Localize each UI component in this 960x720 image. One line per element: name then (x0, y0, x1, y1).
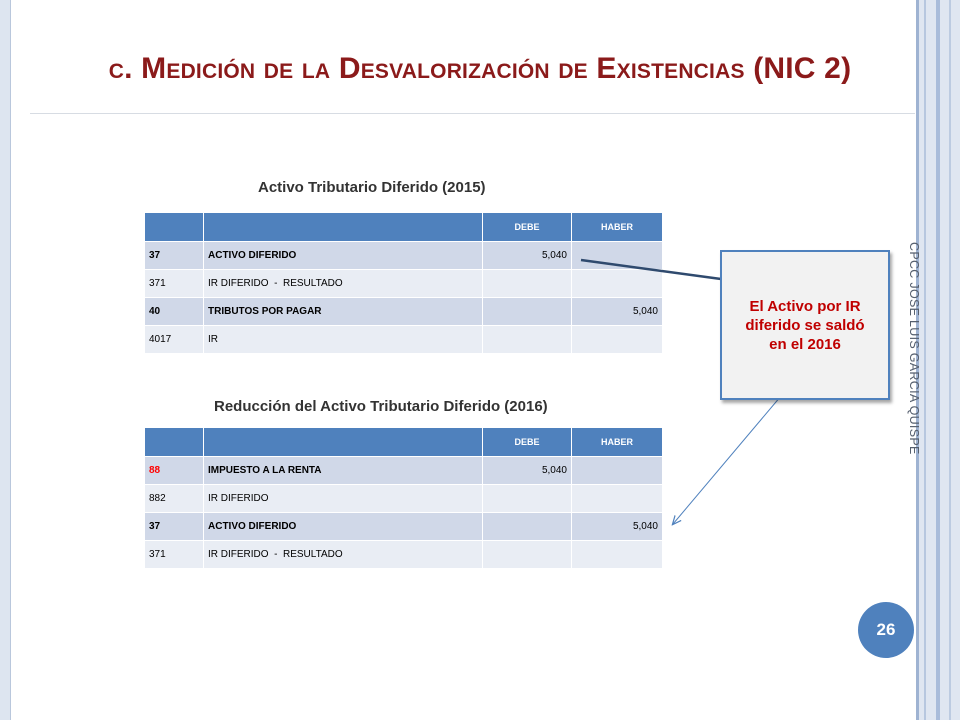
slide-title: c. Medición de la Desvalorización de Existencias (NIC 2) (108, 52, 852, 85)
account-name: IR DIFERIDO - RESULTADO (204, 270, 483, 298)
account-name: IR (204, 326, 483, 354)
callout-text: El Activo por IR diferido se saldó en el 2016 (745, 297, 865, 353)
account-name: ACTIVO DIFERIDO (204, 513, 483, 541)
debe-value: 5,040 (483, 457, 572, 485)
header-haber: HABER (572, 428, 663, 457)
callout-pointer-line (581, 260, 721, 279)
haber-value: 5,040 (572, 513, 663, 541)
account-code: 371 (145, 541, 204, 569)
header-haber: HABER (572, 213, 663, 242)
account-code: 37 (145, 513, 204, 541)
account-code: 882 (145, 485, 204, 513)
haber-value: 5,040 (572, 298, 663, 326)
account-name: IR DIFERIDO - RESULTADO (204, 541, 483, 569)
header-debe: DEBE (483, 213, 572, 242)
table-2016-caption: Reducción del Activo Tributario Diferido (2016) (214, 398, 548, 415)
account-name: IR DIFERIDO (204, 485, 483, 513)
table-2015-caption: Activo Tributario Diferido (2015) (258, 179, 486, 196)
account-code: 371 (145, 270, 204, 298)
author-name: CPCC JOSE LUIS GARCIA QUISPE (907, 242, 921, 455)
account-name: IMPUESTO A LA RENTA (204, 457, 483, 485)
account-code: 88 (145, 457, 204, 485)
header-debe: DEBE (483, 428, 572, 457)
callout-arrow (673, 396, 781, 524)
account-code: 4017 (145, 326, 204, 354)
debe-value: 5,040 (483, 242, 572, 270)
callout-box (720, 250, 890, 400)
account-code: 37 (145, 242, 204, 270)
account-code: 40 (145, 298, 204, 326)
account-name: ACTIVO DIFERIDO (204, 242, 483, 270)
account-name: TRIBUTOS POR PAGAR (204, 298, 483, 326)
page-number-badge: 26 (858, 602, 914, 658)
author-vertical-text (904, 242, 924, 502)
